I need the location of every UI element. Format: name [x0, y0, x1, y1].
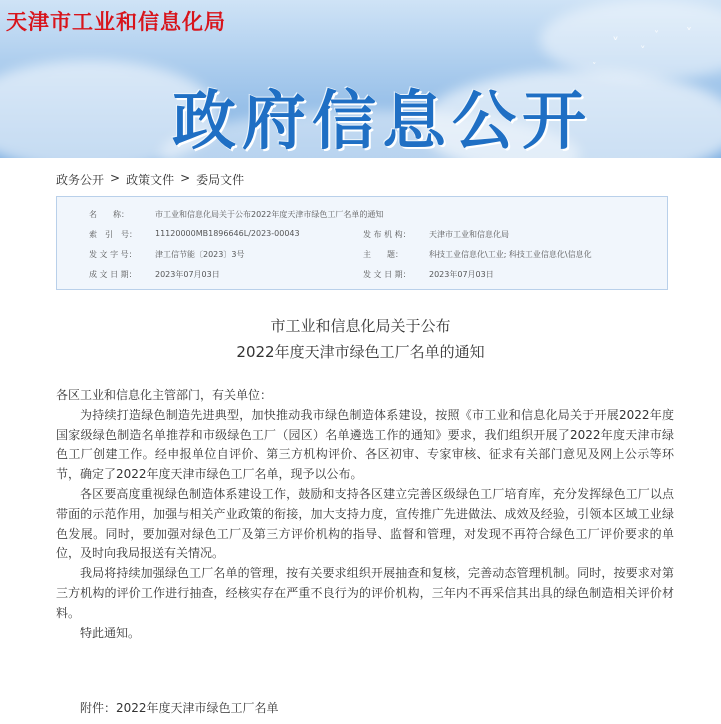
meta-label: 主 题： [363, 250, 403, 259]
bird-icon: ˅ [592, 62, 597, 72]
attachment-link[interactable]: 附件：2022年度天津市绿色工厂名单 [80, 701, 279, 715]
meta-value: 天津市工业和信息化局 [429, 230, 509, 239]
breadcrumb [56, 171, 244, 188]
breadcrumb-separator: > [110, 171, 121, 185]
breadcrumb-item-bureau-docs[interactable]: 委局文件 [196, 173, 245, 187]
meta-docno-row [89, 249, 245, 260]
bird-icon: ˅ [654, 30, 659, 41]
bird-icon: ˅ [686, 26, 692, 40]
meta-issuer-row [363, 229, 509, 240]
meta-value: 11120000MB1896646L/2023-00043 [155, 229, 300, 238]
breadcrumb-separator: > [180, 171, 191, 185]
meta-subject-row [363, 249, 592, 260]
meta-value: 津工信节能〔2023〕3号 [155, 250, 245, 259]
meta-value: 2023年07月03日 [429, 270, 494, 279]
document-title-line2: 2022年度天津市绿色工厂名单的通知 [236, 343, 485, 361]
document-title-line1: 市工业和信息化局关于公布 [270, 317, 451, 335]
meta-value: 市工业和信息化局关于公布2022年度天津市绿色工厂名单的通知 [155, 210, 384, 219]
meta-name-row [89, 209, 384, 220]
banner-title: 政府信息公开 [172, 85, 592, 158]
document-metadata-box [56, 196, 668, 290]
closing-line: 特此通知。 [80, 625, 141, 640]
meta-label: 发 文 字 号： [89, 250, 137, 259]
body-paragraph: 我局将持续加强绿色工厂名单的管理，按有关要求组织开展抽查和复核，完善动态管理机制。同时，按要求对第三方机构的评价工作进行抽查，经核实存在严重不良行为的评价机构，三年内不再采信其出具的绿色制造相关评价材料。 [56, 566, 674, 620]
body-paragraph: 各区要高度重视绿色制造体系建设工作，鼓励和支持各区建立完善区级绿色工厂培育库，充分发挥绿色工厂以点带面的示范作用，加强与相关产业政策的衔接，加大支持力度，宣传推广先进做法、成效及经验，引领本区域工业绿色发展。同时，要加强对绿色工厂及第三方评价机构的指导、监督和管理，对发现不再符合绿色工厂评价要求的单位，及时向我局报送有关情况。 [56, 486, 674, 561]
body-paragraph: 为持续打造绿色制造先进典型，加快推动我市绿色制造体系建设，按照《市工业和信息化局关于开展2022年度国家级绿色制造名单推荐和市级绿色工厂（园区）名单遴选工作的通知》要求，我们组织开展了2022年度天津市绿色工厂创建工作。经申报单位自评价、第三方机构评价、各区初审、专家审核、征求有关部门意见及网上公示等环节，确定了2022年度天津市绿色工厂名单，现予以公布。 [56, 407, 674, 482]
meta-value: 2023年07月03日 [155, 270, 220, 279]
header-banner [0, 0, 721, 158]
meta-date-row [89, 269, 220, 280]
meta-index-row [89, 229, 300, 240]
meta-value: 科技工业信息化\工业; 科技工业信息化\信息化 [429, 250, 592, 259]
bird-icon: ˅ [640, 44, 646, 57]
meta-label: 索 引 号： [89, 230, 137, 239]
bird-icon: ˅ [612, 36, 619, 52]
meta-label: 发 布 机 构： [363, 230, 411, 239]
meta-label: 名 称： [89, 210, 129, 219]
cloud-decoration [540, 0, 721, 80]
meta-label: 成 文 日 期： [89, 270, 137, 279]
breadcrumb-item-policy-docs[interactable]: 政策文件 [126, 173, 175, 187]
document-body [56, 386, 674, 643]
meta-label: 发 文 日 期： [363, 270, 411, 279]
breadcrumb-item-gov-affairs[interactable]: 政务公开 [56, 173, 105, 187]
salutation: 各区工业和信息化主管部门，有关单位： [56, 388, 273, 402]
meta-pubdate-row [363, 269, 494, 280]
site-logo-text[interactable]: 天津市工业和信息化局 [6, 10, 226, 34]
